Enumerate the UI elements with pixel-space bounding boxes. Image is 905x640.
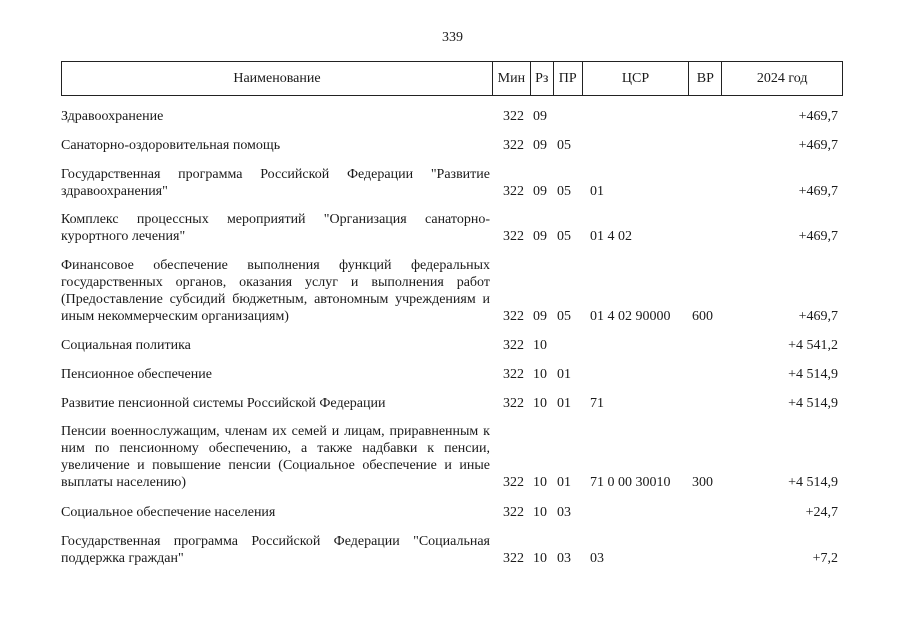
row-value: +4 514,9: [788, 367, 838, 382]
row-rz: 09: [533, 184, 547, 199]
header-name: Наименование: [62, 62, 493, 95]
header-year: 2024 год: [756, 70, 808, 86]
row-value: +469,7: [798, 229, 838, 244]
row-name: Развитие пенсионной системы Российской Федерации: [61, 396, 386, 411]
row-pr: 05: [557, 309, 571, 324]
row-rz: 09: [533, 138, 547, 153]
row-min: 322: [503, 475, 524, 490]
header-min: Мин: [493, 62, 531, 95]
row-rz: 10: [533, 367, 547, 382]
row-value: +24,7: [805, 505, 838, 520]
row-csr: 01 4 02: [590, 229, 632, 244]
row-min: 322: [503, 184, 524, 199]
row-csr: 71 0 00 30010: [590, 475, 671, 490]
header-csr: ЦСР: [583, 62, 690, 95]
row-name: Государственная программа Российской Федерации "Социальная поддержка граждан": [61, 534, 490, 566]
row-csr: 01 4 02 90000: [590, 309, 671, 324]
row-value: +469,7: [798, 309, 838, 324]
row-min: 322: [503, 338, 524, 353]
row-name: Социальное обеспечение населения: [61, 505, 276, 520]
row-value: +4 514,9: [788, 396, 838, 411]
row-min: 322: [503, 309, 524, 324]
row-name: Комплекс процессных мероприятий "Организация санаторно-курортного лечения": [61, 212, 490, 244]
page-number: 339: [442, 30, 463, 45]
row-pr: 03: [557, 551, 571, 566]
row-csr: 03: [590, 551, 604, 566]
row-pr: 01: [557, 396, 571, 411]
row-pr: 01: [557, 475, 571, 490]
row-min: 322: [503, 367, 524, 382]
row-rz: 09: [533, 109, 547, 124]
row-value: +7,2: [812, 551, 838, 566]
row-name: Государственная программа Российской Федерации "Развитие здравоохранения": [61, 167, 490, 199]
row-value: +4 514,9: [788, 475, 838, 490]
row-name: Санаторно-оздоровительная помощь: [61, 138, 281, 153]
row-pr: 01: [557, 367, 571, 382]
row-rz: 10: [533, 551, 547, 566]
row-min: 322: [503, 229, 524, 244]
row-name: Здравоохранение: [61, 109, 164, 124]
row-rz: 09: [533, 229, 547, 244]
row-name: Финансовое обеспечение выполнения функций федеральных государственных органов, оказания услуг и выполнения работ (Предоставление субсидий бюджетным, автономным учреждениям и иным некоммерческим организациям): [61, 258, 490, 324]
row-rz: 10: [533, 475, 547, 490]
row-name: Пенсионное обеспечение: [61, 367, 212, 382]
row-min: 322: [503, 396, 524, 411]
row-rz: 10: [533, 338, 547, 353]
row-name: Социальная политика: [61, 338, 191, 353]
row-value: +469,7: [798, 184, 838, 199]
header-pr: ПР: [554, 62, 583, 95]
row-name: Пенсии военнослужащим, членам их семей и лицам, приравненным к ним по пенсионному обеспечению, а также надбавки к пенсии, увеличение и повышение пенсии (Социальное обеспечение и иные выплаты населению): [61, 424, 490, 490]
row-csr: 01: [590, 184, 604, 199]
row-min: 322: [503, 551, 524, 566]
row-pr: 05: [557, 138, 571, 153]
header-vr: ВР: [689, 62, 722, 95]
header-rz: Рз: [531, 62, 554, 95]
row-min: 322: [503, 109, 524, 124]
row-min: 322: [503, 138, 524, 153]
row-min: 322: [503, 505, 524, 520]
row-value: +4 541,2: [788, 338, 838, 353]
row-value: +469,7: [798, 109, 838, 124]
row-value: +469,7: [798, 138, 838, 153]
row-csr: 71: [590, 396, 604, 411]
row-rz: 09: [533, 309, 547, 324]
row-rz: 10: [533, 505, 547, 520]
row-pr: 03: [557, 505, 571, 520]
row-vr: 300: [692, 475, 713, 490]
row-vr: 600: [692, 309, 713, 324]
row-rz: 10: [533, 396, 547, 411]
row-pr: 05: [557, 229, 571, 244]
row-pr: 05: [557, 184, 571, 199]
